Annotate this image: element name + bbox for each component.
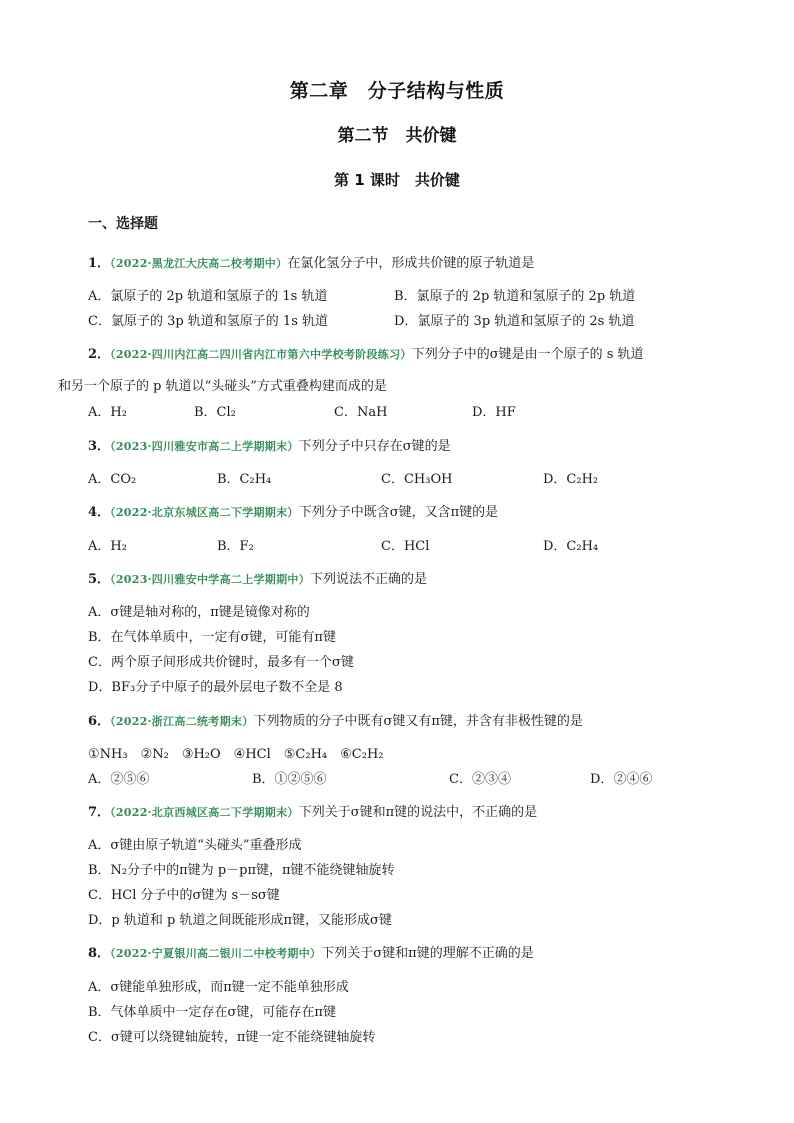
question-stem: 下列物质的分子中既有σ键又有π键，并含有非极性键的是: [253, 714, 583, 729]
option-c: C．两个原子间形成共价键时，最多有一个σ键: [88, 655, 354, 670]
option-a: A．氯原子的 2p 轨道和氢原子的 1s 轨道: [88, 289, 328, 304]
option-a: A．σ键能单独形成，而π键一定不能单独形成: [88, 980, 349, 995]
question-number: 5．: [88, 572, 111, 587]
question-stem: 下列说法不正确的是: [310, 572, 428, 587]
option-c: C．HCl: [381, 539, 430, 554]
option-b: B．Cl₂: [194, 405, 236, 420]
question-source: （2022·北京东城区高二下学期期末）: [110, 506, 299, 519]
question-stem: 下列分子中的σ键是由一个原子的 s 轨道: [411, 347, 644, 362]
option-b: B．C₂H₄: [217, 472, 272, 487]
question-stem: 下列关于σ键和π键的理解不正确的是: [321, 946, 534, 961]
option-d: D．C₂H₂: [543, 472, 599, 487]
option-c: C．NaH: [334, 405, 388, 420]
option-a: A．σ键由原子轨道“头碰头”重叠形成: [88, 838, 302, 853]
question-source: （2022·黑龙江大庆高二校考期中）: [110, 257, 288, 270]
question-5: [88, 571, 427, 589]
option-d: D．②④⑥: [590, 772, 653, 787]
question-number: 6．: [88, 714, 111, 729]
lesson-title: 第 1 课时 共价键: [334, 171, 460, 189]
option-d: D．C₂H₄: [543, 539, 599, 554]
option-b: B．气体单质中一定存在σ键，可能存在π键: [88, 1005, 336, 1020]
option-d: D．HF: [472, 405, 516, 420]
question-6: [88, 713, 583, 731]
option-a: A．H₂: [88, 405, 127, 420]
question-3: [88, 438, 451, 456]
option-b: B．①②⑤⑥: [252, 772, 327, 787]
question-stem-continued: 和另一个原子的 p 轨道以“头碰头”方式重叠构建而成的是: [58, 379, 387, 394]
question-number: 7．: [88, 805, 111, 820]
option-d: D．氯原子的 3p 轨道和氢原子的 2s 轨道: [394, 314, 635, 329]
option-b: B．N₂分子中的π键为 p－pπ键，π键不能绕键轴旋转: [88, 863, 395, 878]
question-7: [88, 804, 537, 822]
question-stem: 下列分子中既含σ键，又含π键的是: [298, 505, 499, 520]
option-c: C．σ键可以绕键轴旋转，π键一定不能绕键轴旋转: [88, 1030, 376, 1045]
question-source: （2022·四川内江高二四川省内江市第六中学校考阶段练习）: [110, 348, 412, 361]
question-source: （2022·北京西城区高二下学期期末）: [110, 806, 299, 819]
substance-list: ①NH₃ ②N₂ ③H₂O ④HCl ⑤C₂H₄ ⑥C₂H₂: [88, 747, 384, 762]
question-number: 4．: [88, 505, 111, 520]
section-title: 第二节 共价键: [337, 126, 457, 146]
question-number: 2．: [88, 347, 111, 362]
option-a: A．②⑤⑥: [88, 772, 150, 787]
option-c: C．CH₃OH: [381, 472, 453, 487]
option-a: A．σ键是轴对称的，π键是镜像对称的: [88, 605, 310, 620]
question-source: （2023·四川雅安市高二上学期期末）: [110, 440, 299, 453]
option-d: D．BF₃分子中原子的最外层电子数不全是 8: [88, 680, 343, 695]
chapter-title: 第二章 分子结构与性质: [289, 80, 505, 102]
option-c: C．氯原子的 3p 轨道和氢原子的 1s 轨道: [88, 314, 329, 329]
question-stem: 下列关于σ键和π键的说法中，不正确的是: [298, 805, 538, 820]
question-number: 8．: [88, 946, 111, 961]
option-b: B．氯原子的 2p 轨道和氢原子的 2p 轨道: [394, 289, 636, 304]
question-stem: 在氯化氢分子中，形成共价键的原子轨道是: [287, 256, 535, 271]
option-a: A．H₂: [88, 539, 127, 554]
question-source: （2022·浙江高二统考期末）: [110, 715, 254, 728]
question-number: 3．: [88, 439, 111, 454]
question-8: [88, 945, 534, 963]
option-c: C．②③④: [449, 772, 511, 787]
option-b: B．F₂: [217, 539, 254, 554]
option-a: A．CO₂: [88, 472, 137, 487]
option-b: B．在气体单质中，一定有σ键，可能有π键: [88, 630, 336, 645]
question-source: （2023·四川雅安中学高二上学期期中）: [110, 573, 310, 586]
question-source: （2022·宁夏银川高二银川二中校考期中）: [110, 947, 322, 960]
question-stem: 下列分子中只存在σ键的是: [298, 439, 451, 454]
question-number: 1．: [88, 256, 111, 271]
option-d: D．p 轨道和 p 轨道之间既能形成π键，又能形成σ键: [88, 913, 392, 928]
question-2: [88, 346, 644, 364]
question-4: [88, 504, 498, 522]
question-type-heading: 一、选择题: [88, 216, 158, 232]
question-1: [88, 255, 534, 273]
option-c: C．HCl 分子中的σ键为 s－sσ键: [88, 888, 280, 903]
